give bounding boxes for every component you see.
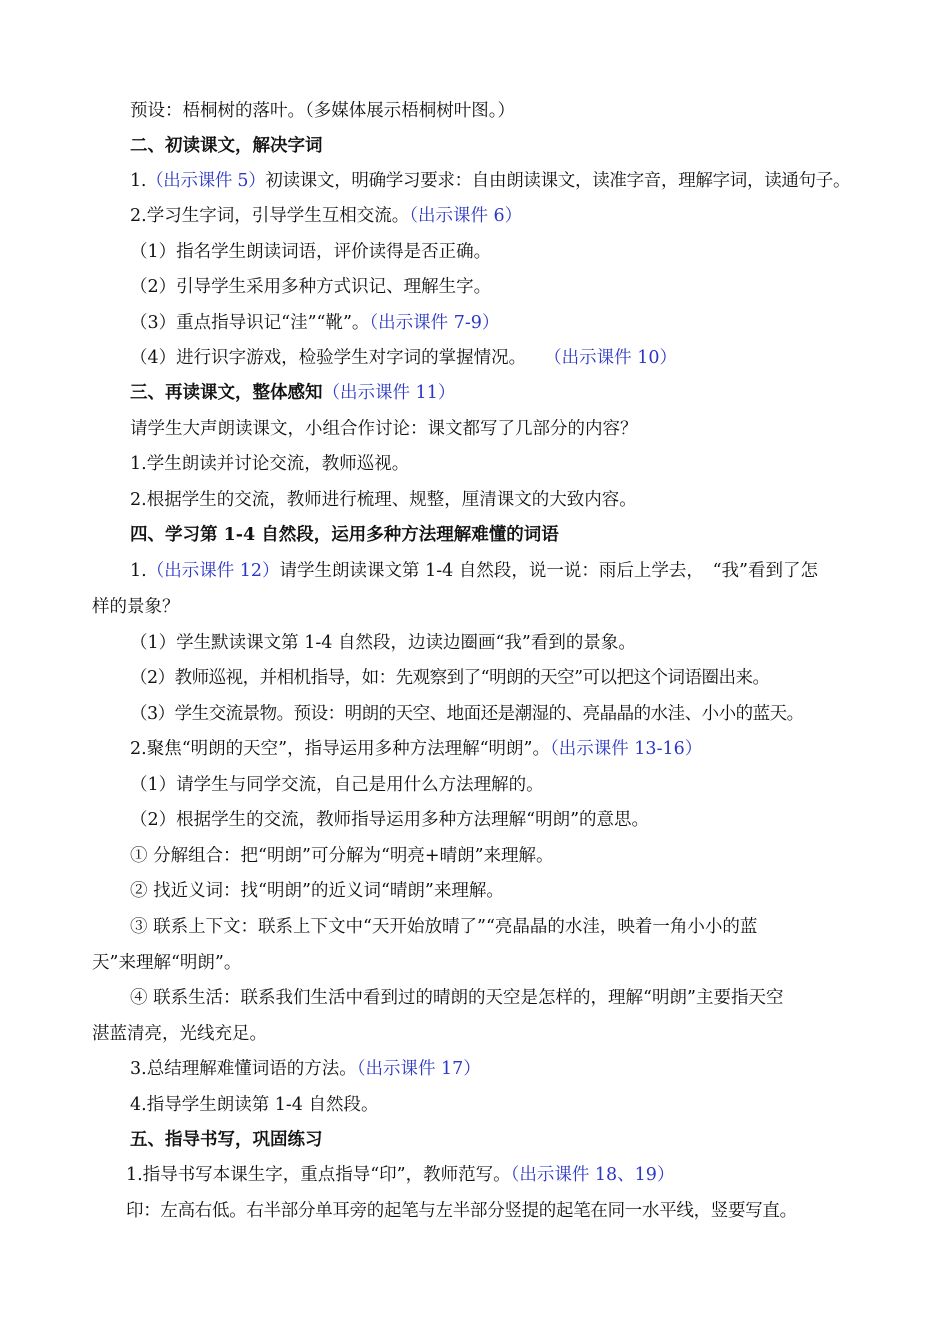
number: 1. [130, 171, 147, 191]
sub-item [130, 631, 636, 655]
text: 1.指导书写本课生字，重点指导“印”，教师范写。 [126, 1165, 511, 1185]
text: 湛蓝清亮，光线充足。 [92, 1024, 267, 1044]
text: （1）指名学生朗读词语，评价读得是否正确。 [130, 242, 492, 262]
text: （3）重点指导识记“洼”“靴”。 [130, 313, 370, 333]
text: （2）教师巡视，并相机指导，如：先观察到了“明朗的天空”可以把这个词语圈出来。 [130, 668, 770, 688]
text: ④ 联系生活：联系我们生活中看到过的晴朗的天空是怎样的，理解“明朗”主要指天空 [130, 988, 784, 1008]
sub-item [130, 666, 770, 690]
courseware-reference: （出示课件 12） [146, 561, 280, 581]
section-heading-3 [130, 381, 455, 405]
paragraph [126, 1199, 797, 1223]
method-item [130, 915, 757, 939]
text: 请学生大声朗读课文，小组合作讨论：课文都写了几部分的内容？ [130, 419, 638, 439]
text: 4.指导学生朗读第 1-4 自然段。 [130, 1095, 379, 1115]
text: ① 分解组合：把“明朗”可分解为“明亮+晴朗”来理解。 [130, 846, 554, 866]
method-item [130, 986, 783, 1010]
paragraph [130, 559, 818, 583]
text: 天”来理解“明朗”。 [92, 953, 242, 973]
number: 1. [130, 561, 147, 581]
sub-item [130, 702, 804, 726]
courseware-reference: （出示课件 13-16） [549, 739, 703, 759]
sub-item [130, 773, 544, 797]
paragraph [126, 1163, 674, 1187]
paragraph [130, 452, 409, 476]
text: ③ 联系上下文：联系上下文中“天开始放晴了”“亮晶晶的水洼，映着一角小小的蓝 [130, 917, 758, 937]
courseware-reference: （出示课件 6） [409, 206, 523, 226]
text: （2）引导学生采用多种方式识记、理解生字。 [130, 277, 492, 297]
text: ② 找近义词：找“明朗”的近义词“晴朗”来理解。 [130, 881, 504, 901]
heading-text: 三、再读课文，整体感知 [130, 383, 323, 403]
text: 请学生朗读课文第 1-4 自然段，说一说：雨后上学去， “我”看到了怎 [279, 561, 818, 581]
section-heading-4 [130, 523, 559, 547]
paragraph-continuation [92, 595, 180, 619]
text: 预设：梧桐树的落叶。（多媒体展示梧桐树叶图。） [130, 101, 515, 121]
text: 样的景象？ [92, 597, 180, 617]
text: 3.总结理解难懂词语的方法。 [130, 1059, 357, 1079]
paragraph-continuation [92, 1022, 267, 1046]
text: （2）根据学生的交流，教师指导运用多种方法理解“明朗”的意思。 [130, 810, 650, 830]
courseware-reference: （出示课件 7-9） [369, 313, 500, 333]
text: （3）学生交流景物。预设：明朗的天空、地面还是潮湿的、亮晶晶的水洼、小小的蓝天。 [130, 704, 804, 724]
section-heading-2 [130, 134, 323, 158]
paragraph-continuation [92, 951, 241, 975]
paragraph [130, 1057, 481, 1081]
preset-line [130, 99, 515, 123]
sub-item [130, 311, 499, 335]
method-item [130, 844, 554, 868]
paragraph [130, 737, 702, 761]
paragraph [130, 1093, 379, 1117]
text: 2.学习生字词，引导学生互相交流。 [130, 206, 410, 226]
heading-text: 四、学习第 1-4 自然段，运用多种方法理解难懂的词语 [130, 525, 559, 545]
text: 2.根据学生的交流，教师进行梳理、规整，厘清课文的大致内容。 [130, 490, 637, 510]
paragraph [130, 417, 638, 441]
heading-text: 二、初读课文，解决字词 [130, 136, 323, 156]
method-item [130, 879, 504, 903]
sub-item [130, 346, 677, 370]
courseware-reference: （出示课件 11） [322, 383, 456, 403]
text: 2.聚焦“明朗的天空”，指导运用多种方法理解“明朗”。 [130, 739, 550, 759]
text: 印：左高右低。右半部分单耳旁的起笔与左半部分竖提的起笔在同一水平线，竖要写直。 [126, 1201, 797, 1221]
section-heading-5 [130, 1128, 323, 1152]
sub-item [130, 808, 649, 832]
sub-item [130, 240, 491, 264]
text: （1）学生默读课文第 1-4 自然段，边读边圈画“我”看到的景象。 [130, 633, 636, 653]
text: （1）请学生与同学交流，自己是用什么方法理解的。 [130, 775, 544, 795]
text: （4）进行识字游戏，检验学生对字词的掌握情况。 [130, 348, 527, 368]
paragraph [130, 488, 637, 512]
text: 1.学生朗读并讨论交流，教师巡视。 [130, 454, 410, 474]
heading-text: 五、指导书写，巩固练习 [130, 1130, 323, 1150]
courseware-reference: （出示课件 10） [544, 348, 677, 368]
courseware-reference: （出示课件 18、19） [510, 1165, 675, 1185]
sub-item [130, 275, 491, 299]
paragraph [130, 204, 522, 228]
paragraph [130, 169, 850, 193]
text: 初读课文，明确学习要求：自由朗读课文，读准字音，理解字词，读通句子。 [265, 171, 851, 191]
courseware-reference: （出示课件 5） [146, 171, 266, 191]
courseware-reference: （出示课件 17） [356, 1059, 481, 1079]
